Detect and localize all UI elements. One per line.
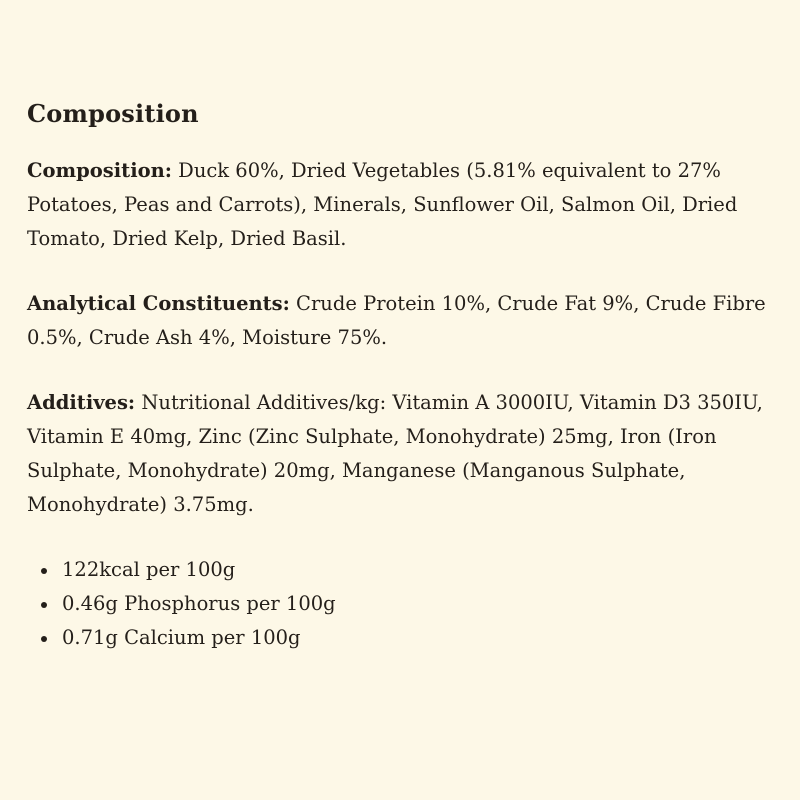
spacer [27, 256, 777, 287]
composition-text: Duck 60%, Dried Vegetables (5.81% equivalent to 27% Potatoes, Peas and Carrots), Minerals, Sunflower Oil, Salmon Oil, Dried Tomato, Dried Kelp, Dried Basil. [27, 159, 738, 250]
bullet-icon [41, 568, 47, 574]
analytical-paragraph [27, 287, 777, 355]
spacer [27, 522, 777, 553]
additives-paragraph [27, 386, 777, 522]
list-item [41, 553, 777, 587]
analytical-text: Crude Protein 10%, Crude Fat 9%, Crude Fibre 0.5%, Crude Ash 4%, Moisture 75%. [27, 292, 766, 349]
additives-text: Nutritional Additives/kg: Vitamin A 3000IU, Vitamin D3 350IU, Vitamin E 40mg, Zinc (Zinc Sulphate, Monohydrate) 25mg, Iron (Iron Sulphate, Monohydrate) 20mg, Manganese (Manganous Sulphate, Monohydrate) 3.75mg. [27, 391, 763, 516]
section-heading: Composition [27, 99, 199, 128]
composition-label: Composition: [27, 159, 172, 182]
bullet-icon [41, 602, 47, 608]
list-item-text: 0.46g Phosphorus per 100g [62, 592, 336, 615]
list-item-text: 122kcal per 100g [62, 558, 236, 581]
composition-paragraph [27, 154, 777, 256]
analytical-label: Analytical Constituents: [27, 292, 290, 315]
nutrition-list [27, 553, 777, 655]
composition-panel [27, 98, 777, 655]
list-item [41, 587, 777, 621]
list-item-text: 0.71g Calcium per 100g [62, 626, 301, 649]
additives-label: Additives: [27, 391, 136, 414]
list-item [41, 621, 777, 655]
bullet-icon [41, 636, 47, 642]
spacer [27, 355, 777, 386]
